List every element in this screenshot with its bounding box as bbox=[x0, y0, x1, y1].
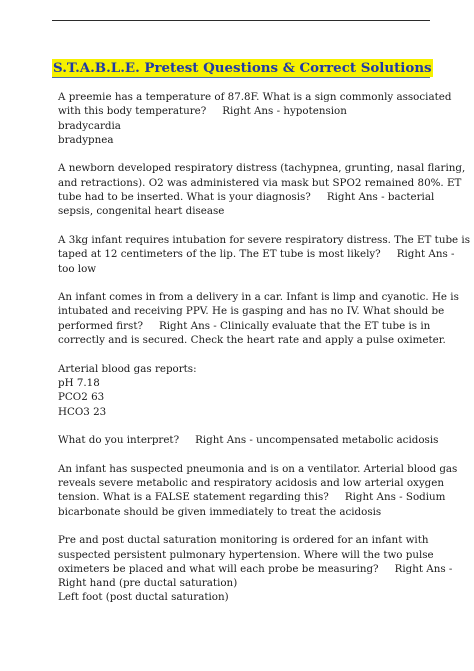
line-text: intubated and receiving PPV. He is gasping and has no IV. What should be bbox=[58, 305, 445, 318]
line-text: suspected persistent pulmonary hypertension. Where will the two pulse bbox=[58, 548, 434, 561]
line-text: bradypnea bbox=[58, 133, 114, 146]
document-body bbox=[58, 90, 470, 619]
line-text: oximeters be placed and what will each probe be measuring? bbox=[58, 562, 379, 575]
text-line bbox=[58, 462, 458, 476]
text-line bbox=[58, 119, 438, 133]
text-line bbox=[58, 247, 455, 261]
text-line bbox=[58, 290, 459, 304]
line-text: Pre and post ductal saturation monitoring is ordered for an infant with bbox=[58, 534, 429, 547]
line-text: A preemie has a temperature of 87.8F. What is a sign commonly associated bbox=[58, 91, 452, 103]
text-line bbox=[58, 176, 462, 190]
text-line bbox=[58, 490, 446, 504]
text-line bbox=[58, 576, 438, 590]
text-line bbox=[58, 204, 438, 218]
line-text: reveals severe metabolic and respiratory acidosis and low arterial oxygen bbox=[58, 477, 444, 490]
line-text: and retractions). O2 was administered via mask but SPO2 remained 80%. ET bbox=[58, 176, 462, 189]
question-block bbox=[58, 90, 452, 147]
line-text: tube had to be inserted. What is your diagnosis? bbox=[58, 191, 311, 204]
text-line bbox=[58, 433, 438, 447]
text-line bbox=[58, 505, 438, 519]
text-line bbox=[58, 190, 438, 204]
answer-text: Right Ans - uncompensated metabolic acidosis bbox=[195, 434, 439, 447]
line-text: performed first? bbox=[58, 319, 143, 332]
title-underline bbox=[52, 77, 430, 78]
question-block bbox=[58, 290, 459, 347]
line-text: bradycardia bbox=[58, 119, 121, 132]
text-line bbox=[58, 104, 438, 118]
document-title: S.T.A.B.L.E. Pretest Questions & Correct Solutions bbox=[53, 60, 432, 76]
question-block bbox=[58, 533, 453, 604]
header-rule bbox=[52, 20, 430, 21]
question-block bbox=[58, 362, 438, 419]
line-text: PCO2 63 bbox=[58, 391, 105, 404]
line-text: bicarbonate should be given immediately to treat the acidosis bbox=[58, 505, 382, 518]
line-text: taped at 12 centimeters of the lip. The ET tube is most likely? bbox=[58, 248, 381, 261]
text-line bbox=[58, 233, 470, 247]
line-text: tension. What is a FALSE statement regarding this? bbox=[58, 491, 329, 504]
text-line bbox=[58, 376, 438, 390]
line-text: HCO3 23 bbox=[58, 405, 107, 418]
line-text: An infant comes in from a delivery in a car. Infant is limp and cyanotic. He is bbox=[58, 291, 459, 304]
question-block bbox=[58, 462, 458, 519]
line-text: with this body temperature? bbox=[58, 105, 207, 118]
line-text: pH 7.18 bbox=[58, 376, 100, 389]
text-line bbox=[58, 90, 452, 104]
text-line bbox=[58, 405, 438, 419]
text-line bbox=[58, 390, 438, 404]
text-line bbox=[58, 533, 438, 547]
question-block bbox=[58, 233, 470, 276]
line-text: Arterial blood gas reports: bbox=[58, 362, 197, 375]
answer-text: Right Ans - bbox=[396, 248, 455, 261]
line-text: A newborn developed respiratory distress (tachypnea, grunting, nasal flaring, bbox=[58, 162, 466, 175]
answer-text: Right Ans - Clinically evaluate that the ET tube is in bbox=[159, 319, 431, 332]
line-text: Right hand (pre ductal saturation) bbox=[58, 577, 238, 590]
line-text: correctly and is secured. Check the heart rate and apply a pulse oximeter. bbox=[58, 334, 446, 347]
text-line bbox=[58, 133, 438, 147]
text-line bbox=[58, 548, 438, 562]
answer-text: Right Ans - bbox=[394, 562, 453, 575]
text-line bbox=[58, 476, 444, 490]
line-text: What do you interpret? bbox=[58, 434, 180, 447]
line-text: too low bbox=[58, 262, 97, 275]
line-text: An infant has suspected pneumonia and is on a ventilator. Arterial blood gas bbox=[58, 462, 458, 475]
line-text: Left foot (post ductal saturation) bbox=[58, 591, 229, 604]
text-line bbox=[58, 319, 438, 333]
text-line bbox=[58, 262, 438, 276]
text-line bbox=[58, 562, 453, 576]
question-block bbox=[58, 433, 438, 447]
title-area bbox=[52, 57, 430, 77]
text-line bbox=[58, 333, 446, 347]
answer-text: Right Ans - Sodium bbox=[344, 491, 446, 504]
answer-text: Right Ans - hypotension bbox=[222, 105, 347, 118]
line-text: A 3kg infant requires intubation for severe respiratory distress. The ET tube is bbox=[58, 233, 470, 246]
text-line bbox=[58, 161, 466, 175]
text-line bbox=[58, 362, 438, 376]
question-block bbox=[58, 161, 466, 218]
line-text: sepsis, congenital heart disease bbox=[58, 205, 225, 218]
answer-text: Right Ans - bacterial bbox=[326, 191, 435, 204]
text-line bbox=[58, 590, 438, 604]
text-line bbox=[58, 304, 445, 318]
